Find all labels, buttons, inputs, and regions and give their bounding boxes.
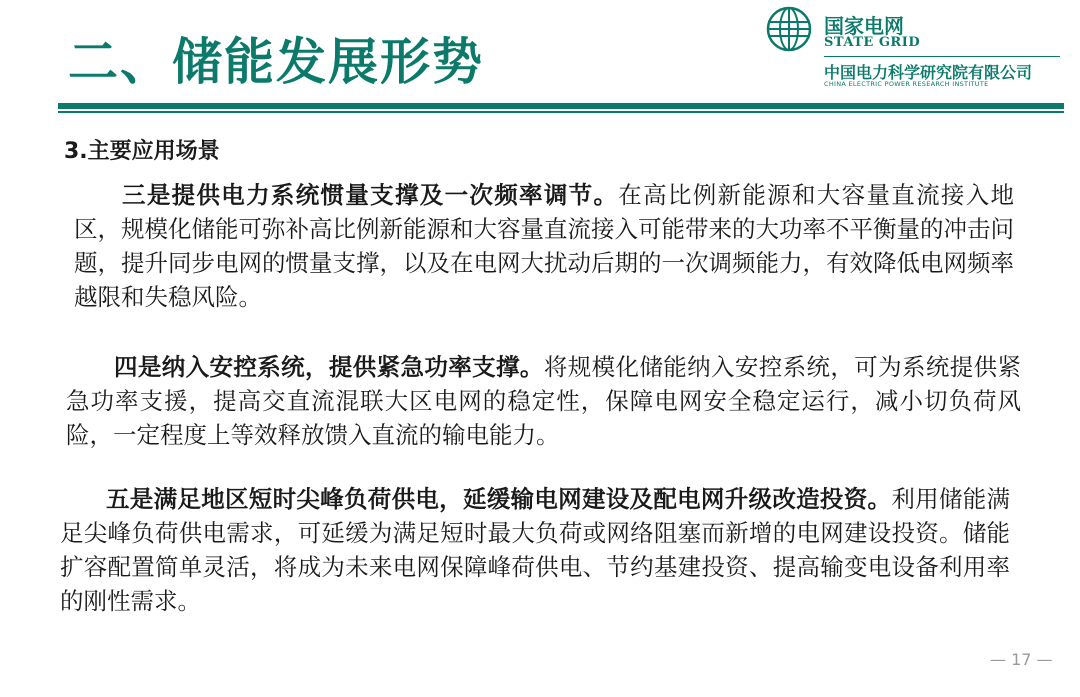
paragraph-3-lead: 五是满足地区短时尖峰负荷供电，延缓输电网建设及配电网升级改造投资。 [106,485,892,513]
section-heading: 3.主要应用场景 [64,139,220,164]
paragraph-2 [66,350,1021,452]
page-title: 二、储能发展形势 [68,33,484,91]
logo-block [766,6,1066,86]
brand-name-en: STATE GRID [824,35,921,50]
header-rule-thick [58,103,1064,109]
paragraph-3-body: 利用储能满足尖峰负荷供电需求，可延缓为满足短时最大负荷或网络阻塞而新增的电网建设投资。储能扩容配置简单灵活，将成为未来电网保障峰荷供电、节约基建投资、提高输变电设备利用率的刚性需求。 [60,485,1011,615]
paragraph-1 [74,178,1014,314]
company-name-cn: 中国电力科学研究院有限公司 [824,63,1033,82]
logo-divider [824,56,1060,57]
company-name-en: CHINA ELECTRIC POWER RESEARCH INSTITUTE [824,80,989,88]
state-grid-globe-icon [766,6,812,52]
header-rule-thin [58,111,1064,113]
paragraph-1-lead: 三是提供电力系统惯量支撑及一次频率调节。 [122,181,619,209]
page-number: — 17 — [990,650,1053,669]
paragraph-2-lead: 四是纳入安控系统，提供紧急功率支撑。 [114,353,544,381]
brand-name-cn: 国家电网 [824,14,904,38]
paragraph-1-body: 在高比例新能源和大容量直流接入地区，规模化储能可弥补高比例新能源和大容量直流接入可能带来的大功率不平衡量的冲击问题，提升同步电网的惯量支撑，以及在电网大扰动后期的一次调频能力，有效降低电网频率越限和失稳风险。 [74,181,1015,311]
paragraph-2-body: 将规模化储能纳入安控系统，可为系统提供紧急功率支援，提高交直流混联大区电网的稳定性，保障电网安全稳定运行，减小切负荷风险，一定程度上等效释放馈入直流的输电能力。 [66,353,1022,449]
paragraph-3 [60,482,1010,618]
